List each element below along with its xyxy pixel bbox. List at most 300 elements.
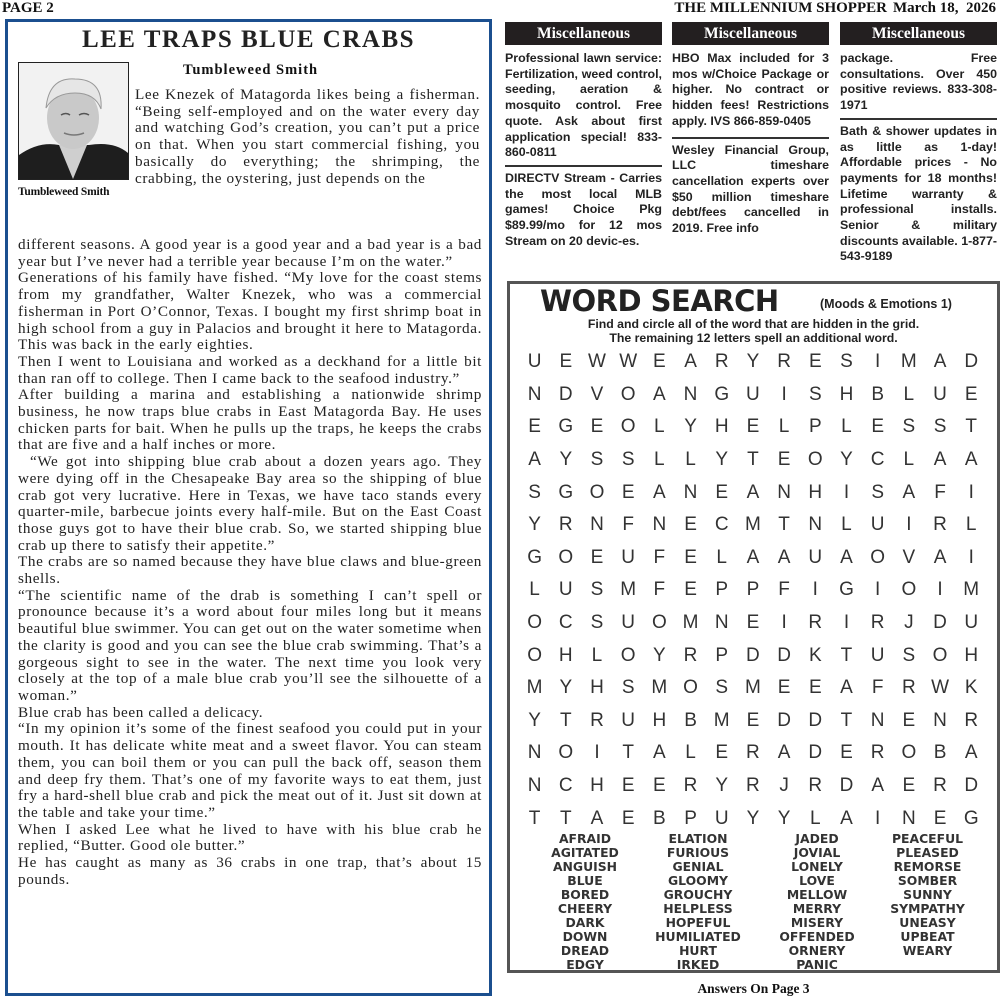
grid-letter[interactable]: O	[901, 579, 917, 601]
grid-letter[interactable]: S	[871, 481, 884, 503]
grid-letter[interactable]: C	[558, 775, 573, 797]
grid-letter[interactable]: E	[590, 416, 604, 438]
word-search-subtitle: (Moods & Emotions 1)	[820, 297, 952, 311]
grid-letter[interactable]: I	[875, 807, 881, 829]
grid-letter[interactable]: H	[808, 481, 823, 503]
grid-row	[519, 346, 987, 379]
grid-letter[interactable]: W	[588, 351, 606, 373]
article-paragraph: Then I went to Louisiana and worked as a deckhand for a little bit than ran off to college. Then I came back to the seafood industry.”	[18, 352, 482, 387]
grid-letter[interactable]: U	[870, 644, 885, 666]
grid-letter[interactable]: T	[747, 449, 759, 471]
grid-letter[interactable]: A	[653, 742, 666, 764]
grid-letter[interactable]: I	[906, 514, 912, 536]
word-list	[510, 832, 997, 972]
grid-letter[interactable]: F	[653, 546, 666, 568]
grid-letter[interactable]: Y	[840, 449, 853, 471]
grid-letter[interactable]: E	[715, 742, 729, 764]
grid-letter[interactable]: O	[620, 383, 636, 405]
grid-letter[interactable]: T	[622, 742, 634, 764]
grid-letter[interactable]: R	[808, 612, 823, 634]
grid-letter[interactable]: J	[779, 775, 789, 797]
grid-letter[interactable]: W	[931, 677, 949, 699]
grid-letter[interactable]: G	[558, 481, 574, 503]
grid-letter[interactable]: M	[900, 351, 917, 373]
grid-letter[interactable]: P	[715, 579, 729, 601]
grid-letter[interactable]: O	[901, 742, 917, 764]
grid-letter[interactable]: A	[902, 481, 916, 503]
grid-letter[interactable]: E	[777, 677, 791, 699]
article-paragraph: Lee Knezek of Matagorda likes being a fisherman. “Being self-employed and on the water every day and watching God’s creation, you can’t put a price on that. When you start commercial fishing, you basically do everything; the shrimping, the crabbing, the oystering, just depends on the	[135, 86, 480, 187]
grid-letter[interactable]: S	[933, 416, 947, 438]
grid-letter[interactable]: R	[933, 514, 947, 536]
grid-row	[519, 672, 987, 705]
grid-letter[interactable]: Y	[684, 416, 697, 438]
grid-letter[interactable]: E	[964, 383, 978, 405]
grid-row	[519, 542, 987, 575]
grid-letter[interactable]: I	[843, 481, 850, 503]
grid-letter[interactable]: L	[965, 514, 977, 536]
grid-letter[interactable]: A	[746, 481, 760, 503]
grid-letter[interactable]: G	[558, 416, 574, 438]
grid-letter[interactable]: E	[746, 612, 760, 634]
grid-letter[interactable]: E	[871, 416, 884, 438]
word-list-item: EDGY	[566, 957, 604, 972]
grid-letter[interactable]: E	[684, 546, 697, 568]
grid-letter[interactable]: M	[526, 677, 543, 699]
grid-letter[interactable]: L	[654, 416, 665, 438]
grid-row	[519, 411, 987, 444]
grid-letter[interactable]: A	[933, 351, 947, 373]
grid-letter[interactable]: P	[715, 644, 729, 666]
grid-letter[interactable]: E	[559, 351, 573, 373]
grid-letter[interactable]: N	[777, 481, 791, 503]
grid-letter[interactable]: D	[839, 775, 854, 797]
grid-letter[interactable]: T	[559, 807, 572, 829]
word-list-item: REMORSE	[893, 859, 962, 874]
grid-letter[interactable]: H	[839, 383, 854, 405]
grid-letter[interactable]: A	[871, 775, 884, 797]
grid-letter[interactable]: W	[619, 351, 638, 373]
grid-letter[interactable]: N	[683, 481, 698, 503]
grid-letter[interactable]: E	[902, 709, 916, 731]
grid-letter[interactable]: R	[558, 514, 573, 536]
grid-letter[interactable]: H	[558, 644, 573, 666]
grid-letter[interactable]: U	[746, 383, 760, 405]
word-list-item: DARK	[565, 915, 605, 930]
grid-letter[interactable]: V	[590, 383, 604, 405]
grid-letter[interactable]: H	[714, 416, 729, 438]
word-list-item: GLOOMY	[668, 873, 728, 888]
word-list-item: HURT	[679, 943, 717, 958]
grid-letter[interactable]: H	[964, 644, 979, 666]
word-list-item: JADED	[795, 831, 839, 846]
grid-letter[interactable]: L	[685, 449, 696, 471]
grid-letter[interactable]: M	[713, 709, 730, 731]
word-list-item: ANGUISH	[552, 859, 618, 874]
grid-letter[interactable]: R	[714, 351, 729, 373]
grid-letter[interactable]: R	[683, 644, 698, 666]
grid-letter[interactable]: I	[875, 579, 881, 601]
grid-letter[interactable]: O	[620, 644, 636, 666]
grid-letter[interactable]: O	[527, 612, 542, 634]
grid-letter[interactable]: D	[964, 775, 979, 797]
grid-letter[interactable]: G	[839, 579, 854, 601]
grid-letter[interactable]: G	[527, 546, 542, 568]
grid-letter[interactable]: S	[590, 612, 604, 634]
word-list-item: IRKED	[676, 957, 720, 972]
grid-letter[interactable]: I	[781, 383, 787, 405]
photo-caption: Tumbleweed Smith	[18, 186, 110, 198]
grid-letter[interactable]: S	[715, 677, 729, 699]
word-list-item: CHEERY	[557, 901, 613, 916]
grid-letter[interactable]: S	[902, 644, 916, 666]
grid-letter[interactable]: N	[527, 742, 542, 764]
grid-letter[interactable]: I	[968, 546, 974, 568]
grid-letter[interactable]: E	[808, 351, 822, 373]
instruction-line: Find and circle all of the word that are hidden in the grid.	[587, 317, 920, 331]
grid-letter[interactable]: R	[870, 742, 885, 764]
grid-letter[interactable]: E	[621, 481, 635, 503]
grid-letter[interactable]: A	[840, 807, 853, 829]
grid-letter[interactable]: I	[812, 579, 818, 601]
grid-letter[interactable]: L	[809, 807, 821, 829]
grid-letter[interactable]: L	[685, 742, 696, 764]
grid-letter[interactable]: I	[843, 612, 850, 634]
word-list-item: LONELY	[791, 859, 843, 874]
grid-letter[interactable]: M	[963, 579, 980, 601]
grid-letter[interactable]: B	[871, 383, 884, 405]
grid-letter[interactable]: P	[808, 416, 822, 438]
grid-letter[interactable]: D	[777, 709, 791, 731]
grid-letter[interactable]: R	[683, 775, 698, 797]
grid-letter[interactable]: J	[904, 612, 914, 634]
grid-letter[interactable]: Y	[746, 807, 760, 829]
grid-letter[interactable]: A	[840, 546, 853, 568]
grid-letter[interactable]: E	[528, 416, 541, 438]
grid-letter[interactable]: S	[590, 449, 604, 471]
word-list-item: DREAD	[560, 943, 610, 958]
author-photo-block	[18, 62, 131, 199]
word-list-column	[530, 832, 640, 972]
grid-letter[interactable]: E	[653, 351, 666, 373]
grid-letter[interactable]: D	[964, 351, 979, 373]
grid-row	[519, 705, 987, 738]
grid-row	[519, 379, 987, 412]
grid-letter[interactable]: T	[528, 807, 541, 829]
grid-letter[interactable]: H	[590, 775, 604, 797]
grid-letter[interactable]: O	[870, 546, 886, 568]
grid-letter[interactable]: D	[777, 644, 791, 666]
grid-letter[interactable]: D	[808, 742, 823, 764]
grid-letter[interactable]: M	[682, 612, 699, 634]
grid-letter[interactable]: L	[654, 449, 665, 471]
grid-letter[interactable]: L	[903, 449, 915, 471]
grid-letter[interactable]: L	[778, 416, 790, 438]
grid-letter[interactable]: N	[933, 709, 947, 731]
classified-column	[672, 22, 829, 237]
grid-letter[interactable]: M	[744, 514, 761, 536]
grid-letter[interactable]: H	[652, 709, 667, 731]
grid-letter[interactable]: E	[746, 416, 760, 438]
grid-letter[interactable]: S	[840, 351, 853, 373]
grid-letter[interactable]: L	[716, 546, 727, 568]
grid-letter[interactable]: U	[527, 351, 542, 373]
grid-letter[interactable]: R	[590, 709, 604, 731]
grid-letter[interactable]: N	[683, 383, 698, 405]
article-box	[5, 19, 492, 996]
grid-letter[interactable]: N	[590, 514, 604, 536]
grid-letter[interactable]: Y	[559, 677, 573, 699]
grid-letter[interactable]: S	[590, 579, 604, 601]
grid-letter[interactable]: U	[558, 579, 573, 601]
grid-letter[interactable]: E	[621, 775, 635, 797]
grid-letter[interactable]: A	[684, 351, 697, 373]
grid-letter[interactable]: A	[777, 546, 791, 568]
grid-letter[interactable]: L	[841, 514, 852, 536]
article-paragraph: “The scientific name of the drab is something I can’t spell or pronounce because it’s a word about four miles long but it means beautiful blue swimmer. You can get out on the water sometime when the clarity is good and you can see the blue crab swimming. That’s a gorgeous sight to see in the water. The next time you look very closely at the top of a male blue crab you’ll see the silhouette of a woman.”	[18, 586, 482, 704]
ad-divider	[505, 165, 662, 167]
grid-letter[interactable]: R	[933, 775, 947, 797]
grid-letter[interactable]: E	[840, 742, 853, 764]
grid-letter[interactable]: B	[933, 742, 947, 764]
grid-letter[interactable]: U	[714, 807, 729, 829]
letter-grid[interactable]	[519, 346, 987, 835]
grid-row	[519, 770, 987, 803]
grid-letter[interactable]: E	[715, 481, 729, 503]
grid-letter[interactable]: F	[778, 579, 790, 601]
grid-row	[519, 509, 987, 542]
grid-letter[interactable]: U	[808, 546, 823, 568]
article-byline: Tumbleweed Smith	[183, 62, 319, 78]
grid-letter[interactable]: B	[653, 807, 666, 829]
grid-letter[interactable]: P	[684, 807, 697, 829]
grid-letter[interactable]: A	[964, 742, 978, 764]
grid-letter[interactable]: G	[963, 807, 979, 829]
grid-letter[interactable]: E	[684, 579, 697, 601]
grid-letter[interactable]: M	[620, 579, 637, 601]
grid-letter[interactable]: L	[529, 579, 540, 601]
grid-row	[519, 444, 987, 477]
grid-letter[interactable]: S	[621, 677, 635, 699]
grid-letter[interactable]: U	[933, 383, 947, 405]
grid-letter[interactable]: O	[651, 612, 667, 634]
grid-letter[interactable]: U	[621, 546, 636, 568]
grid-letter[interactable]: E	[653, 775, 666, 797]
grid-letter[interactable]: P	[746, 579, 760, 601]
classified-ad: Bath & shower updates in as little as 1-day! Affordable prices - No payments for 18 months! Lifetime warranty & professional installs. Senior & military discounts available. 1-877-543-9189	[840, 123, 998, 264]
grid-letter[interactable]: E	[746, 709, 760, 731]
grid-letter[interactable]: T	[559, 709, 572, 731]
grid-letter[interactable]: Y	[528, 514, 541, 536]
grid-letter[interactable]: F	[653, 579, 666, 601]
grid-row	[519, 737, 987, 770]
grid-letter[interactable]: U	[870, 514, 885, 536]
grid-letter[interactable]: E	[590, 546, 604, 568]
grid-letter[interactable]: I	[781, 612, 787, 634]
word-list-item: ORNERY	[788, 943, 846, 958]
word-list-item: UNEASY	[899, 915, 956, 930]
grid-letter[interactable]: Y	[777, 807, 791, 829]
grid-row	[519, 607, 987, 640]
article-paragraph: The crabs are so named because they have blue claws and blue-green shells.	[18, 553, 482, 588]
classified-ad: Professional lawn service: Fertilization, weed control, seeding, aeration & mosquito control. Free quote. Ask about first application special! 833-860-0811	[505, 51, 662, 160]
grid-letter[interactable]: Y	[653, 644, 666, 666]
grid-letter[interactable]: B	[684, 709, 697, 731]
grid-letter[interactable]: S	[808, 383, 822, 405]
grid-letter[interactable]: I	[937, 579, 943, 601]
grid-letter[interactable]: F	[934, 481, 946, 503]
classified-ad: DIRECTV Stream - Carries the most local MLB games! Choice Pkg $89.99/mo for 12 mos Stream on 20 devic-es.	[505, 170, 662, 248]
grid-letter[interactable]: N	[870, 709, 885, 731]
grid-letter[interactable]: U	[621, 612, 636, 634]
grid-letter[interactable]: F	[622, 514, 634, 536]
article-paragraph: Blue crab has been called a delicacy.	[18, 703, 264, 721]
grid-letter[interactable]: T	[965, 416, 978, 438]
classified-column	[840, 22, 997, 265]
grid-letter[interactable]: A	[964, 449, 978, 471]
grid-letter[interactable]: O	[558, 742, 574, 764]
grid-letter[interactable]: T	[840, 644, 853, 666]
grid-letter[interactable]: T	[778, 514, 790, 536]
grid-letter[interactable]: L	[591, 644, 603, 666]
word-list-item: PLEASED	[896, 845, 959, 860]
article-paragraph: He has caught as many as 36 crabs in one trap, that’s about 15 pounds.	[18, 854, 482, 888]
grid-letter[interactable]: R	[870, 612, 885, 634]
section-header: Miscellaneous	[840, 22, 997, 45]
grid-letter[interactable]: O	[527, 644, 542, 666]
grid-letter[interactable]: N	[527, 775, 542, 797]
grid-letter[interactable]: H	[590, 677, 604, 699]
classified-ad: Wesley Financial Group, LLC timeshare cancellation experts over $50 million timeshare debt/fees cancelled in 2019. Free info	[672, 142, 829, 236]
word-list-item: JOVIAL	[793, 845, 841, 860]
grid-letter[interactable]: E	[777, 449, 791, 471]
grid-letter[interactable]: I	[968, 481, 974, 503]
word-search-title: WORD SEARCH	[540, 284, 779, 318]
classified-ad: package. Free consultations. Over 450 positive reviews. 833-308-1971	[840, 51, 997, 113]
grid-letter[interactable]: D	[933, 612, 947, 634]
grid-letter[interactable]: E	[684, 514, 697, 536]
article-title: LEE TRAPS BLUE CRABS	[81, 26, 416, 53]
page-number: PAGE 2	[2, 0, 54, 16]
grid-letter[interactable]: A	[528, 449, 541, 471]
grid-letter[interactable]: L	[903, 383, 915, 405]
grid-letter[interactable]: O	[589, 481, 605, 503]
grid-letter[interactable]: N	[652, 514, 667, 536]
ad-divider	[672, 137, 829, 139]
author-portrait-image	[19, 63, 128, 179]
word-list-column	[762, 832, 872, 972]
grid-letter[interactable]: A	[653, 383, 666, 405]
grid-letter[interactable]: D	[808, 709, 823, 731]
grid-letter[interactable]: O	[932, 644, 948, 666]
grid-letter[interactable]: A	[933, 449, 947, 471]
grid-letter[interactable]: R	[808, 775, 823, 797]
grid-letter[interactable]: O	[807, 449, 823, 471]
grid-letter[interactable]: A	[840, 677, 853, 699]
word-list-item: HELPLESS	[663, 901, 733, 916]
grid-letter[interactable]: E	[902, 775, 916, 797]
grid-letter[interactable]: L	[841, 416, 852, 438]
grid-letter[interactable]: U	[964, 612, 979, 634]
grid-letter[interactable]: N	[714, 612, 729, 634]
grid-letter[interactable]: O	[683, 677, 698, 699]
grid-letter[interactable]: Y	[715, 449, 729, 471]
publication-name: THE MILLENNIUM SHOPPER	[674, 0, 887, 16]
grid-letter[interactable]: Y	[528, 709, 541, 731]
grid-letter[interactable]: Y	[746, 351, 760, 373]
grid-letter[interactable]: R	[746, 775, 760, 797]
word-list-item: OFFENDED	[779, 929, 855, 944]
grid-row	[519, 574, 987, 607]
grid-letter[interactable]: A	[653, 481, 666, 503]
word-list-item: PEACEFUL	[891, 831, 964, 846]
article-paragraph: After building a marina and establishing a nationwide shrimp business, he now traps blue crabs in East Matagorda Bay. He uses chicken parts for bait. When he pulls up the traps, he keeps the crabs that are five and a half inches or more.	[18, 386, 482, 454]
word-list-item: GENIAL	[672, 859, 724, 874]
word-list-item: MISERY	[790, 915, 844, 930]
grid-letter[interactable]: I	[594, 742, 600, 764]
grid-letter[interactable]: E	[808, 677, 822, 699]
grid-letter[interactable]: R	[777, 351, 791, 373]
grid-letter[interactable]: O	[558, 546, 574, 568]
grid-letter[interactable]: I	[875, 351, 881, 373]
grid-letter[interactable]: N	[901, 807, 916, 829]
grid-letter[interactable]: S	[621, 449, 635, 471]
grid-row	[519, 639, 987, 672]
answers-note: Answers On Page 3	[697, 981, 810, 996]
grid-letter[interactable]: M	[651, 677, 668, 699]
word-list-item: AGITATED	[551, 845, 619, 860]
grid-letter[interactable]: S	[902, 416, 916, 438]
grid-letter[interactable]: Y	[715, 775, 729, 797]
grid-letter[interactable]: K	[964, 677, 978, 699]
word-list-item: BLUE	[567, 873, 603, 888]
grid-letter[interactable]: R	[901, 677, 916, 699]
grid-letter[interactable]: A	[933, 546, 947, 568]
grid-letter[interactable]: N	[527, 383, 542, 405]
article-paragraph: When I asked Lee what he lived to have with his blue crab he replied, “Butter. Good ole butter.”	[18, 820, 482, 855]
grid-letter[interactable]: R	[746, 742, 760, 764]
grid-letter[interactable]: O	[620, 416, 636, 438]
grid-letter[interactable]: V	[902, 546, 916, 568]
grid-letter[interactable]: K	[808, 644, 822, 666]
word-list-item: UPBEAT	[900, 929, 955, 944]
word-list-item: AFRAID	[558, 831, 612, 846]
grid-letter[interactable]: T	[840, 709, 853, 731]
grid-letter[interactable]: A	[777, 742, 791, 764]
grid-letter[interactable]: F	[871, 677, 884, 699]
grid-letter[interactable]: A	[746, 546, 760, 568]
grid-letter[interactable]: D	[558, 383, 573, 405]
grid-letter[interactable]: C	[558, 612, 573, 634]
grid-letter[interactable]: A	[590, 807, 604, 829]
grid-letter[interactable]: M	[744, 677, 761, 699]
section-header: Miscellaneous	[672, 22, 829, 45]
grid-letter[interactable]: U	[621, 709, 636, 731]
grid-letter[interactable]: E	[621, 807, 635, 829]
grid-letter[interactable]: G	[714, 383, 730, 405]
grid-letter[interactable]: D	[746, 644, 760, 666]
grid-letter[interactable]: R	[964, 709, 979, 731]
grid-letter[interactable]: C	[714, 514, 729, 536]
classified-ad: HBO Max included for 3 mos w/Choice Package or higher. No contract or hidden fees! Restrictions apply. IVS 866-859-0405	[672, 51, 829, 128]
grid-letter[interactable]: Y	[559, 449, 573, 471]
grid-letter[interactable]: N	[808, 514, 823, 536]
word-list-item: ELATION	[668, 831, 728, 846]
grid-letter[interactable]: E	[933, 807, 947, 829]
grid-letter[interactable]: C	[870, 449, 885, 471]
grid-letter[interactable]: S	[528, 481, 541, 503]
ad-divider	[840, 118, 997, 120]
